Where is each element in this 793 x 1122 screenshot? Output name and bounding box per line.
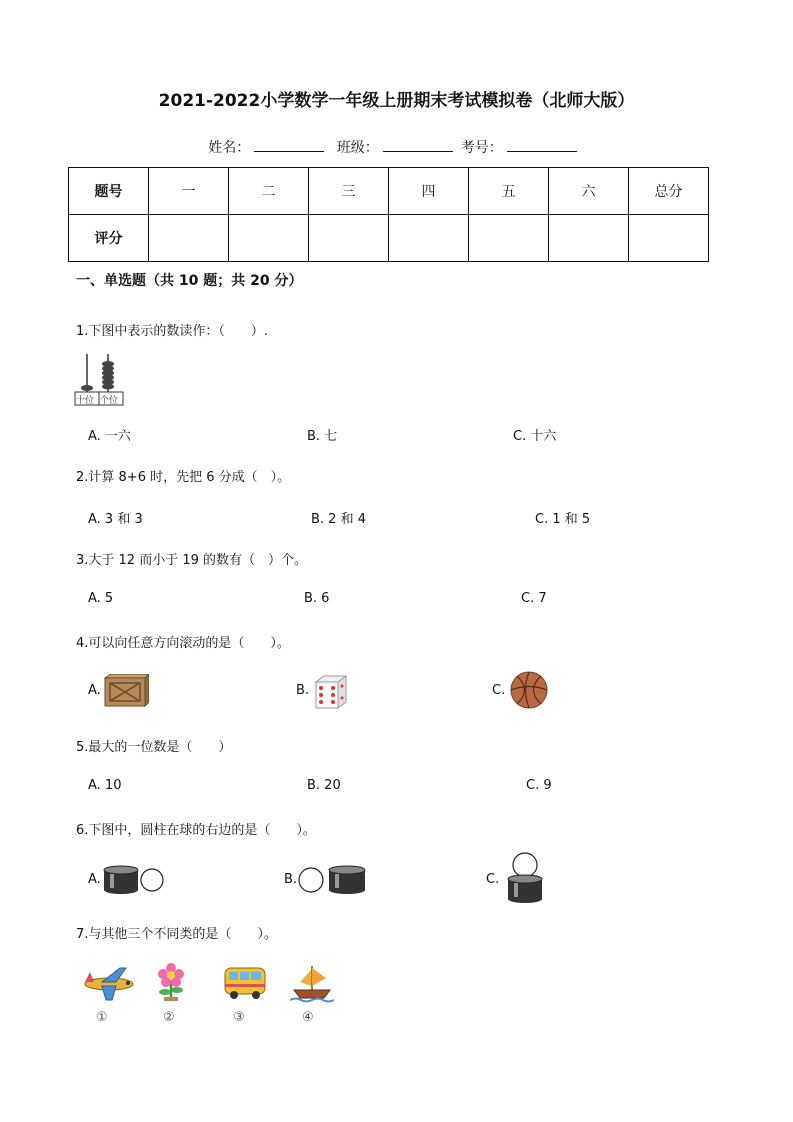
wooden-box-icon xyxy=(103,674,149,712)
score-cell[interactable] xyxy=(149,215,229,262)
ship-icon xyxy=(290,964,334,1008)
table-column-total: 总分 xyxy=(629,168,709,215)
question-1: 1.下图中表示的数读作：（ ）. xyxy=(76,324,269,339)
student-info xyxy=(0,137,793,157)
name-blank[interactable] xyxy=(254,137,324,152)
question-6: 6.下图中，圆柱在球的右边的是（ ）。 xyxy=(76,823,316,838)
score-cell[interactable] xyxy=(549,215,629,262)
option-2a[interactable]: A. 3 和 3 xyxy=(88,512,143,527)
option-4b[interactable]: B. xyxy=(296,683,310,698)
table-row xyxy=(69,215,709,262)
option-6c[interactable]: C. xyxy=(486,872,500,887)
option-3c[interactable]: C. 7 xyxy=(521,591,547,606)
table-column-6: 六 xyxy=(549,168,629,215)
id-label: 考号： xyxy=(460,140,503,156)
bus-icon xyxy=(222,962,268,1006)
option-6b[interactable]: B. xyxy=(284,872,298,887)
name-label: 姓名： xyxy=(208,140,251,156)
table-row xyxy=(69,168,709,215)
option-7-1[interactable]: ① xyxy=(96,1010,108,1025)
section-heading: 一、单选题（共 10 题；共 20 分） xyxy=(76,273,303,289)
option-3a[interactable]: A. 5 xyxy=(88,591,114,606)
question-3: 3.大于 12 而小于 19 的数有（ ）个。 xyxy=(76,553,308,568)
option-2b[interactable]: B. 2 和 4 xyxy=(311,512,366,527)
option-4c[interactable]: C. xyxy=(492,683,506,698)
question-2: 2.计算 8+6 时，先把 6 分成（ ）。 xyxy=(76,470,291,485)
score-cell[interactable] xyxy=(389,215,469,262)
option-2c[interactable]: C. 1 和 5 xyxy=(535,512,591,527)
table-column-2: 二 xyxy=(229,168,309,215)
score-cell[interactable] xyxy=(309,215,389,262)
question-7: 7.与其他三个不同类的是（ ）。 xyxy=(76,927,277,942)
ball-on-cylinder-icon xyxy=(505,852,545,908)
option-5c[interactable]: C. 9 xyxy=(526,778,552,793)
page-title: 2021-2022小学数学一年级上册期末考试模拟卷（北师大版） xyxy=(158,91,635,111)
class-label: 班级： xyxy=(336,140,379,156)
table-column-5: 五 xyxy=(469,168,549,215)
option-1c[interactable]: C. 十六 xyxy=(513,429,557,444)
table-column-1: 一 xyxy=(149,168,229,215)
option-7-4[interactable]: ④ xyxy=(302,1010,314,1025)
table-column-4: 四 xyxy=(389,168,469,215)
question-4: 4.可以向任意方向滚动的是（ ）。 xyxy=(76,636,290,651)
option-7-2[interactable]: ② xyxy=(163,1010,175,1025)
abacus-image xyxy=(74,352,126,408)
flower-icon xyxy=(154,962,188,1006)
question-5: 5.最大的一位数是（ ） xyxy=(76,740,232,755)
option-1b[interactable]: B. 七 xyxy=(307,429,338,444)
option-1a[interactable]: A. 一六 xyxy=(88,429,131,444)
option-3b[interactable]: B. 6 xyxy=(304,591,330,606)
option-5a[interactable]: A. 10 xyxy=(88,778,122,793)
cylinder-ball-icon xyxy=(102,865,166,899)
score-cell[interactable] xyxy=(229,215,309,262)
option-7-3[interactable]: ③ xyxy=(233,1010,245,1025)
option-4a[interactable]: A. xyxy=(88,683,101,698)
ones-label: 个位 xyxy=(100,396,119,406)
class-blank[interactable] xyxy=(383,137,453,152)
airplane-icon xyxy=(82,964,136,1008)
score-cell[interactable] xyxy=(469,215,549,262)
table-column-3: 三 xyxy=(309,168,389,215)
dice-icon xyxy=(312,674,348,714)
ball-cylinder-icon xyxy=(298,865,368,899)
score-table xyxy=(68,167,709,262)
score-cell[interactable] xyxy=(629,215,709,262)
option-6a[interactable]: A. xyxy=(88,872,101,887)
basketball-icon xyxy=(510,671,548,713)
id-blank[interactable] xyxy=(507,137,577,152)
option-5b[interactable]: B. 20 xyxy=(307,778,341,793)
table-header-score: 评分 xyxy=(69,215,149,262)
tens-label: 十位 xyxy=(76,396,95,406)
table-header-question-no: 题号 xyxy=(69,168,149,215)
